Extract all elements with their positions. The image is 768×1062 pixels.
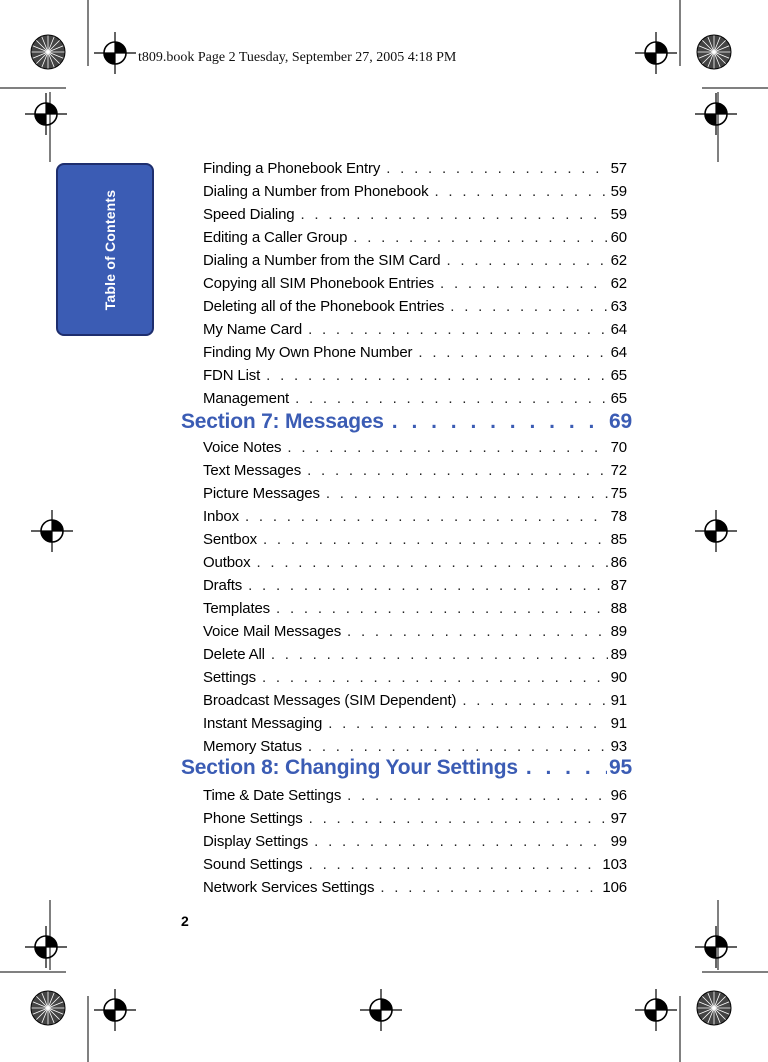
section-page: 69 bbox=[609, 410, 632, 433]
registration-mark-icon bbox=[94, 32, 136, 74]
toc-entry-page: 57 bbox=[610, 160, 627, 177]
toc-entry-title: Time & Date Settings bbox=[203, 787, 342, 804]
starburst-registration-icon bbox=[697, 991, 731, 1025]
toc-entry-page: 91 bbox=[610, 715, 627, 732]
toc-entry-page: 87 bbox=[610, 577, 627, 594]
toc-entry-title: Sentbox bbox=[203, 531, 257, 548]
toc-entry-title: Dialing a Number from the SIM Card bbox=[203, 252, 441, 269]
toc-entry-title: Drafts bbox=[203, 577, 243, 594]
toc-entry-title: Settings bbox=[203, 669, 256, 686]
registration-mark-icon bbox=[695, 510, 737, 552]
toc-entry-page: 93 bbox=[610, 738, 627, 755]
toc-entry-title: Text Messages bbox=[203, 462, 302, 479]
toc-entry-title: Inbox bbox=[203, 508, 239, 525]
registration-mark-icon bbox=[94, 989, 136, 1031]
starburst-registration-icon bbox=[31, 991, 65, 1025]
toc-entry-page: 91 bbox=[610, 692, 627, 709]
toc-entry-title: Management bbox=[203, 390, 290, 407]
toc-entry-title: Delete All bbox=[203, 646, 265, 663]
toc-entry-page: 97 bbox=[610, 810, 627, 827]
toc-entry-page: 64 bbox=[610, 344, 627, 361]
toc-entry-page: 106 bbox=[602, 879, 627, 896]
toc-entry-title: Network Services Settings bbox=[203, 879, 375, 896]
toc-entry-title: Finding My Own Phone Number bbox=[203, 344, 413, 361]
toc-entry-page: 85 bbox=[610, 531, 627, 548]
toc-entry-page: 65 bbox=[610, 390, 627, 407]
toc-entry-page: 86 bbox=[610, 554, 627, 571]
toc-entry-page: 63 bbox=[610, 298, 627, 315]
starburst-registration-icon bbox=[697, 35, 731, 69]
toc-entry-page: 88 bbox=[610, 600, 627, 617]
registration-mark-icon bbox=[25, 926, 67, 968]
starburst-registration-icon bbox=[31, 35, 65, 69]
registration-mark-icon bbox=[635, 32, 677, 74]
toc-entry-page: 70 bbox=[610, 439, 627, 456]
registration-mark-icon bbox=[695, 926, 737, 968]
toc-entry-title: Picture Messages bbox=[203, 485, 320, 502]
toc-entry-page: 78 bbox=[610, 508, 627, 525]
toc-entry-title: Finding a Phonebook Entry bbox=[203, 160, 381, 177]
toc-entry-page: 60 bbox=[610, 229, 627, 246]
toc-entry-title: Broadcast Messages (SIM Dependent) bbox=[203, 692, 457, 709]
section-title: Section 7: Messages bbox=[181, 410, 384, 433]
toc-entry-page: 89 bbox=[610, 623, 627, 640]
registration-mark-icon bbox=[25, 93, 67, 135]
registration-mark-icon bbox=[695, 93, 737, 135]
registration-mark-icon bbox=[360, 989, 402, 1031]
registration-mark-icon bbox=[31, 510, 73, 552]
toc-entry-page: 72 bbox=[610, 462, 627, 479]
toc-entry-page: 75 bbox=[610, 485, 627, 502]
toc-entry-page: 59 bbox=[610, 206, 627, 223]
toc-entry-title: Phone Settings bbox=[203, 810, 303, 827]
toc-entry-title: Dialing a Number from Phonebook bbox=[203, 183, 429, 200]
section-title: Section 8: Changing Your Settings bbox=[181, 756, 518, 779]
toc-entry-title: Templates bbox=[203, 600, 271, 617]
toc-entry-page: 90 bbox=[610, 669, 627, 686]
toc-entry-title: FDN List bbox=[203, 367, 261, 384]
side-tab-label: Table of Contents bbox=[102, 189, 118, 311]
toc-entry-page: 62 bbox=[610, 252, 627, 269]
toc-entry-page: 64 bbox=[610, 321, 627, 338]
toc-entry-title: Instant Messaging bbox=[203, 715, 323, 732]
toc-entry-page: 59 bbox=[610, 183, 627, 200]
toc-entry-title: Sound Settings bbox=[203, 856, 303, 873]
toc-entry-title: Deleting all of the Phonebook Entries bbox=[203, 298, 445, 315]
toc-entry-page: 65 bbox=[610, 367, 627, 384]
page-number: 2 bbox=[181, 913, 189, 929]
toc-entry-title: Copying all SIM Phonebook Entries bbox=[203, 275, 435, 292]
toc-entry-title: Voice Notes bbox=[203, 439, 282, 456]
toc-entry-page: 89 bbox=[610, 646, 627, 663]
registration-mark-icon bbox=[635, 989, 677, 1031]
toc-entry-title: Display Settings bbox=[203, 833, 309, 850]
toc-entry-page: 96 bbox=[610, 787, 627, 804]
toc-entry-title: Voice Mail Messages bbox=[203, 623, 342, 640]
print-info-header: t809.book Page 2 Tuesday, September 27, 2005 4:18 PM bbox=[138, 50, 457, 65]
toc-entry-title: Memory Status bbox=[203, 738, 302, 755]
toc-entry-page: 103 bbox=[602, 856, 627, 873]
toc-entry-title: Speed Dialing bbox=[203, 206, 295, 223]
toc-entry-page: 62 bbox=[610, 275, 627, 292]
section-page: 95 bbox=[609, 756, 632, 779]
toc-entry-title: My Name Card bbox=[203, 321, 303, 338]
toc-entry-page: 99 bbox=[610, 833, 627, 850]
toc-entry-title: Outbox bbox=[203, 554, 251, 571]
toc-entry-title: Editing a Caller Group bbox=[203, 229, 348, 246]
